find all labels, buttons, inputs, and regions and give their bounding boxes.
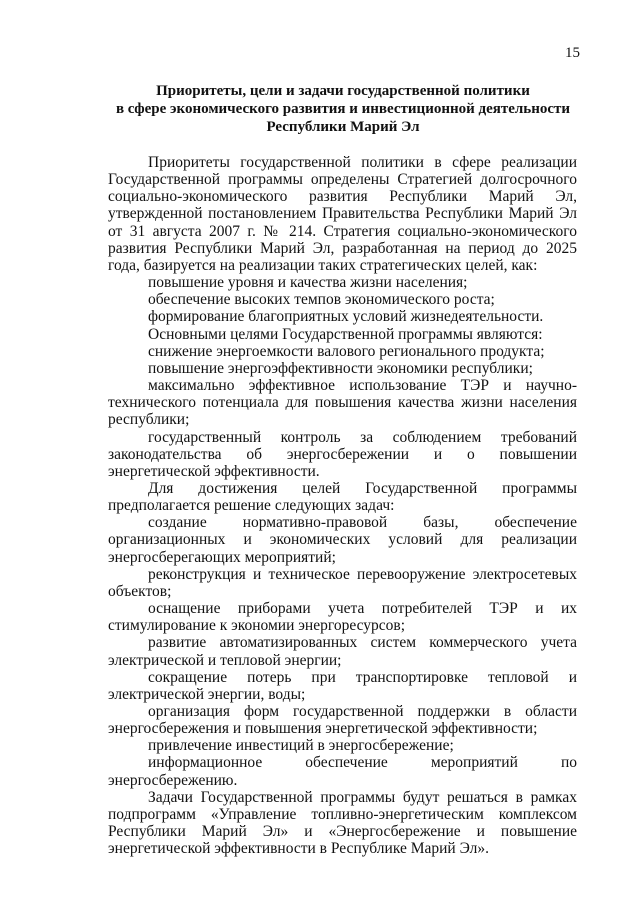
list-item-task: привлечение инвестиций в энергосбережение; (148, 737, 454, 755)
list-item-task: создание нормативно-правовой базы, обеспечение организационных и экономических условий для реализации энергосберегающих мероприятий; (108, 514, 577, 566)
list-item-task: информационное обеспечение мероприятий по энергосбережению. (108, 754, 577, 789)
list-item-strategic-goal: формирование благоприятных условий жизнедеятельности. (148, 308, 544, 326)
list-item-task: сокращение потерь при транспортировке тепловой и электрической энергии, воды; (108, 668, 577, 703)
page-number: 15 (565, 45, 580, 61)
paragraph-program-goals: Основными целями Государственной программы являются: (148, 325, 543, 343)
paragraph-program-tasks: Для достижения целей Государственной программы предполагается решение следующих задач: (108, 479, 577, 515)
section-heading (108, 82, 578, 136)
list-item-program-goal: максимально эффективное использование ТЭР и научно-технического потенциала для повышения качества жизни населения республики; (108, 377, 577, 429)
list-item-task: организация форм государственной поддержки в области энергосбережения и повышения энергетической эффективности; (108, 703, 577, 738)
paragraph-intro: Приоритеты государственной политики в сфере реализации Государственной программы определены Стратегией долгосрочного социально-экономического развития Республики Марий Эл, утвержденной постановлением Правительства Республики Марий Эл от 31 августа 2007 г. № 214. Стратегия социально-экономического развития Республики Марий Эл, разработанная на период до 2025 года, базируется на реализации таких стратегических целей, как: (108, 154, 577, 274)
heading-line: Приоритеты, цели и задачи государственной политики (156, 83, 530, 99)
list-item-program-goal: снижение энергоемкости валового регионального продукта; (148, 342, 545, 360)
heading-line: в сфере экономического развития и инвестиционной деятельности (115, 101, 571, 117)
body-text (108, 154, 577, 857)
paragraph-subprograms: Задачи Государственной программы будут решаться в рамках подпрограмм «Управление топливно-энергетическим комплексом Республики Марий Эл» и «Энергосбережение и повышение энергетической эффективности в Республике Марий Эл». (108, 788, 577, 858)
list-item-strategic-goal: повышение уровня и качества жизни населения; (148, 274, 468, 292)
heading-line: Республики Марий Эл (266, 119, 420, 135)
list-item-task: реконструкция и техническое перевооружение электросетевых объектов; (108, 565, 577, 600)
list-item-task: оснащение приборами учета потребителей ТЭР и их стимулирование к экономии энергоресурсов; (108, 600, 577, 635)
list-item-program-goal: повышение энергоэффективности экономики республики; (148, 359, 533, 377)
list-item-strategic-goal: обеспечение высоких темпов экономического роста; (148, 291, 495, 309)
list-item-task: развитие автоматизированных систем коммерческого учета электрической и тепловой энергии; (108, 634, 577, 669)
list-item-program-goal: государственный контроль за соблюдением требований законодательства об энергосбережении и о повышении энергетической эффективности. (108, 428, 577, 480)
